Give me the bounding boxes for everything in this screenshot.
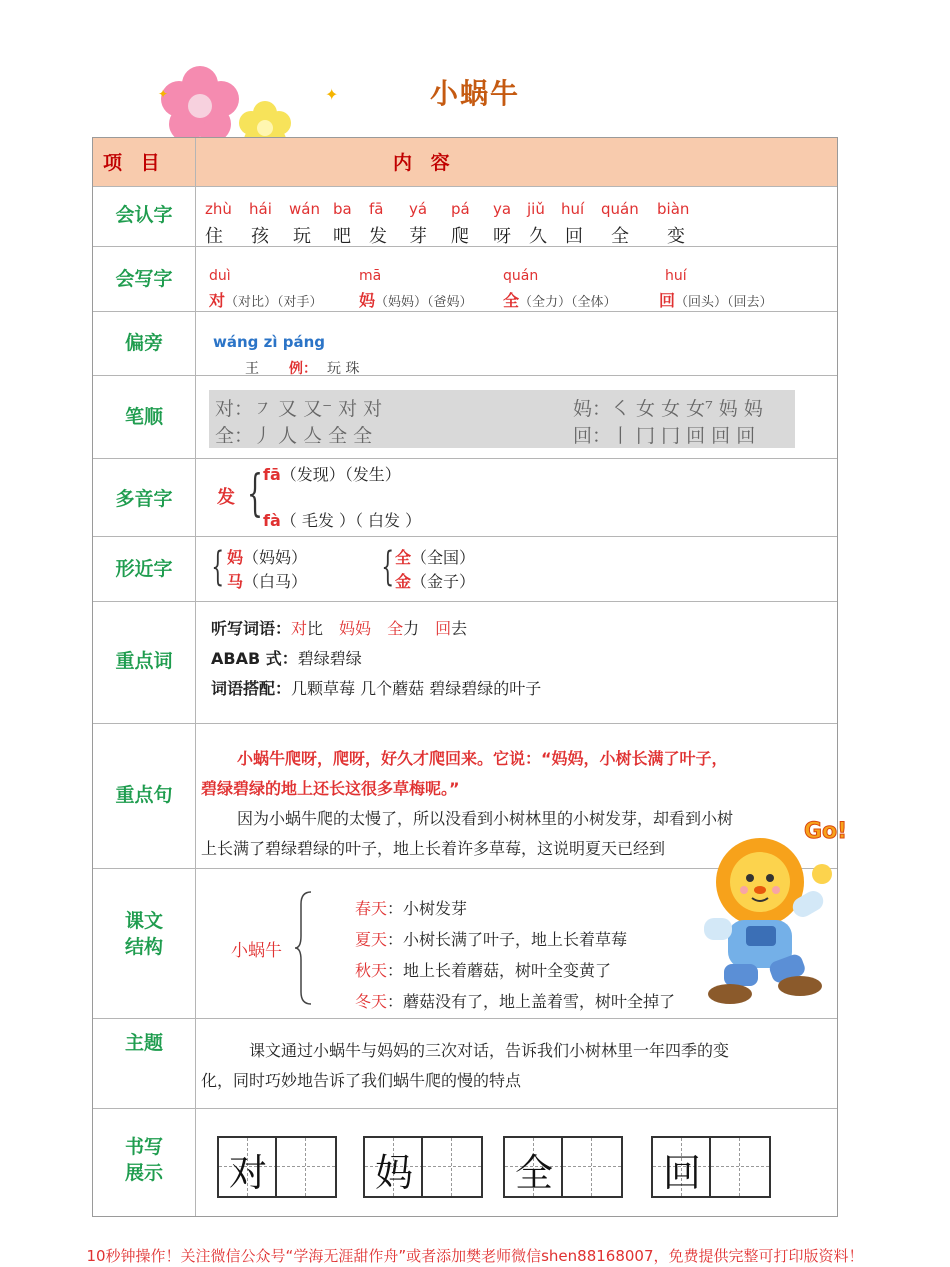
xingjin-word: （全国）: [411, 548, 476, 567]
xiezi-char: 回: [659, 291, 676, 310]
renzi-char: 爬: [451, 226, 470, 247]
header-content: 内 容: [393, 152, 456, 174]
theme-text: [201, 1036, 831, 1096]
season-text: ：小树长满了叶子，地上长着草莓: [387, 930, 628, 949]
table-header: [93, 138, 837, 186]
page-title: 小蜗牛: [429, 77, 520, 110]
xiezi-pinyin: mā: [359, 268, 382, 284]
renzi-pinyin: ba: [333, 200, 352, 218]
header-item: 项 目: [103, 152, 166, 174]
stroke-order-ma: 妈：㇛ 女 女 女⁷ 妈 妈: [573, 398, 763, 420]
writing-box-empty: [421, 1136, 483, 1198]
renzi-pinyin: biàn: [657, 200, 690, 218]
renzi-grid: [203, 200, 723, 248]
renzi-char: 住: [205, 226, 224, 247]
writing-box-empty: [709, 1136, 771, 1198]
renzi-pinyin: pá: [451, 200, 470, 218]
pianpang-example: 玩 珠: [327, 361, 360, 377]
xiezi-words: （妈妈）（爸妈）: [375, 295, 473, 310]
theme-line2: 化，同时巧妙地告诉了我们蜗牛爬的慢的特点: [201, 1071, 522, 1090]
renzi-pinyin: jiǔ: [527, 200, 545, 218]
writing-box: [363, 1136, 425, 1198]
duoyin-char: 发: [217, 487, 235, 508]
renzi-pinyin: ya: [493, 200, 512, 218]
writing-char: 全: [514, 1151, 553, 1195]
row-label-line: 书写: [124, 1136, 163, 1158]
xiezi-words: （全力）（全体）: [519, 295, 617, 310]
renzi-char: 回: [565, 226, 584, 247]
row-label-jiegou: [93, 908, 195, 960]
season-text: ：小树发芽: [387, 899, 468, 918]
collocation-text: 几颗草莓 几个蘑菇 碧绿碧绿的叶子: [291, 679, 542, 698]
abab-text: 碧绿碧绿: [297, 649, 362, 668]
season-name: 夏天: [355, 930, 388, 949]
xiezi-pinyin: duì: [209, 268, 231, 284]
xiezi-char: 妈: [359, 291, 376, 310]
season-item: [355, 955, 675, 986]
xiezi-item: [659, 268, 819, 311]
xingjin-word: （白马）: [243, 572, 308, 591]
lesson-table: [92, 137, 838, 1217]
row-label-bishun: 笔顺: [124, 406, 163, 428]
season-name: 春天: [355, 899, 388, 918]
row-label-shuxie: [93, 1134, 195, 1186]
xiezi-item: [209, 268, 359, 311]
xiezi-char: 对: [209, 291, 226, 310]
structure-center: 小蜗牛: [231, 941, 282, 961]
xingjin-char: 妈: [227, 548, 244, 567]
word-rest: 去: [451, 619, 468, 638]
season-item: [355, 893, 675, 924]
key-quote-line2: 碧绿碧绿的地上还长这很多草梅呢。”: [201, 779, 460, 798]
lion-sticker-icon: [700, 808, 850, 1008]
stroke-order-hui: 回：丨 冂 冂 回 回 回: [573, 425, 756, 447]
season-item: [355, 986, 675, 1017]
renzi-pinyin: yá: [409, 200, 428, 218]
renzi-char: 发: [369, 226, 388, 247]
season-item: [355, 924, 675, 955]
writing-box-empty: [275, 1136, 337, 1198]
row-label-line: 展示: [124, 1162, 163, 1184]
xingjin-group: [227, 546, 307, 594]
duoyin-words: （发现）（发生）: [280, 465, 401, 484]
xingjin-char: 马: [227, 572, 244, 591]
xiezi-char: 全: [503, 291, 520, 310]
writing-box: [651, 1136, 713, 1198]
row-label-line: 课文: [124, 910, 163, 932]
xiezi-item: [503, 268, 653, 311]
duoyin-pinyin: fà: [263, 511, 281, 530]
duoyin-words: （ 毛发 ）（ 白发 ）: [280, 511, 422, 530]
writing-char: 回: [662, 1151, 701, 1195]
renzi-char: 呀: [493, 226, 512, 247]
renzi-pinyin: quán: [601, 200, 639, 218]
renzi-pinyin: hái: [249, 200, 272, 218]
renzi-char: 玩: [293, 226, 312, 247]
season-name: 冬天: [355, 992, 388, 1011]
svg-text:✦: ✦: [158, 87, 169, 101]
renzi-char: 久: [529, 226, 548, 247]
row-label-xingjin: 形近字: [115, 558, 173, 580]
theme-line1: 课文通过小蜗牛与妈妈的三次对话，告诉我们小树林里一年四季的变: [249, 1041, 730, 1060]
duoyin-pinyin: fā: [263, 465, 281, 484]
row-label-line: 结构: [124, 936, 163, 958]
renzi-pinyin: wán: [289, 200, 320, 218]
writing-box-empty: [561, 1136, 623, 1198]
brace-icon: {: [211, 544, 225, 590]
svg-text:✦: ✦: [325, 85, 339, 104]
brace-icon: [293, 890, 315, 1006]
stroke-order-dui: 对：㇇ 又 又⁻ 对 对: [215, 398, 383, 420]
xiezi-pinyin: huí: [665, 268, 687, 284]
renzi-char: 变: [667, 226, 686, 247]
xingjin-char: 金: [395, 572, 412, 591]
xiezi-pinyin: quán: [503, 268, 539, 284]
xiezi-words: （回头）（回去）: [675, 295, 773, 310]
collocation-label: 词语搭配：: [211, 679, 292, 698]
word-highlight: 对: [291, 619, 308, 638]
renzi-pinyin: huí: [561, 200, 585, 218]
season-text: ：蘑菇没有了，地上盖着雪，树叶全掉了: [387, 992, 676, 1011]
renzi-pinyin: fā: [369, 200, 384, 218]
word-rest: 力: [403, 619, 420, 638]
key-explain-line1: 因为小蜗牛爬的太慢了，所以没看到小树林里的小树发芽，却看到小树: [237, 809, 734, 828]
pianpang-radical: 王: [245, 361, 259, 377]
duoyin-reading: [263, 462, 401, 485]
duoyin-reading: [263, 508, 421, 531]
xiezi-item: [359, 268, 509, 311]
xingjin-char: 全: [395, 548, 412, 567]
word-highlight: 全: [387, 619, 404, 638]
writing-box: [503, 1136, 565, 1198]
renzi-char: 全: [611, 226, 630, 247]
pianpang-example-label: 例：: [289, 361, 317, 377]
pianpang-pinyin: wáng zì páng: [213, 333, 325, 351]
renzi-pinyin: zhù: [205, 200, 232, 218]
brace-icon: {: [246, 464, 263, 522]
xiezi-words: （对比）（对手）: [225, 295, 323, 310]
renzi-char: 吧: [333, 226, 352, 247]
row-label-zhuti: 主题: [124, 1032, 163, 1054]
xingjin-group: [395, 546, 475, 594]
word-rest: 比: [307, 619, 324, 638]
footer-promo: 10秒钟操作！关注微信公众号“学海无涯甜作舟”或者添加樊老师微信shen88168007，免费提供完整可打印版资料！: [86, 1247, 864, 1265]
brace-icon: {: [381, 544, 395, 590]
row-label-xiezi: 会写字: [115, 268, 173, 290]
key-quote-line1: 小蜗牛爬呀，爬呀，好久才爬回来。它说：“妈妈，小树长满了叶子，: [237, 749, 728, 768]
key-explain-line2: 上长满了碧绿碧绿的叶子，地上长着许多草莓，这说明夏天已经到: [201, 839, 666, 858]
writing-box: [217, 1136, 279, 1198]
xingjin-word: （妈妈）: [243, 548, 308, 567]
renzi-char: 孩: [251, 226, 270, 247]
row-label-renzi: 会认字: [115, 204, 173, 226]
word-highlight: 妈妈: [339, 619, 372, 638]
row-label-pianpang: 偏旁: [124, 332, 163, 354]
renzi-pinyin-row: [203, 200, 723, 222]
row-label-duoyin: 多音字: [115, 488, 173, 510]
stroke-order-box: [209, 390, 795, 448]
season-text: ：地上长着蘑菇，树叶全变黄了: [387, 961, 612, 980]
renzi-char-row: [203, 222, 723, 248]
renzi-char: 芽: [409, 226, 428, 247]
abab-label: ABAB 式：: [211, 649, 298, 668]
xingjin-word: （金子）: [411, 572, 476, 591]
season-list: [355, 893, 675, 1017]
writing-char: 对: [228, 1151, 267, 1195]
stroke-order-quan: 全：丿 人 亼 全 全: [215, 425, 373, 447]
key-words: [211, 614, 541, 704]
writing-char: 妈: [374, 1151, 413, 1195]
row-label-zhongdianju: 重点句: [115, 784, 173, 806]
season-name: 秋天: [355, 961, 388, 980]
dictation-label: 听写词语：: [211, 619, 292, 638]
row-label-zhongdianci: 重点词: [115, 650, 173, 672]
go-sticker-text: Go!: [804, 819, 848, 844]
word-highlight: 回: [435, 619, 452, 638]
